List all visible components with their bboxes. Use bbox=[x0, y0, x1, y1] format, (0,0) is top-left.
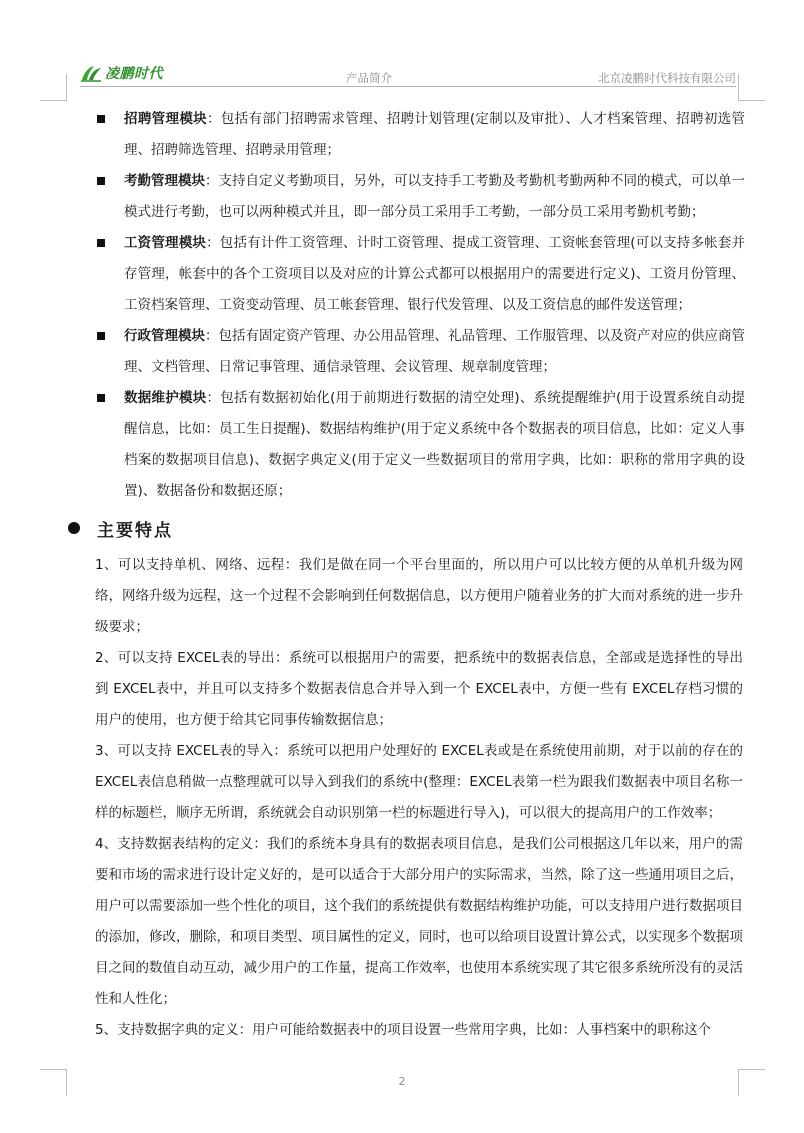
header-divider bbox=[80, 86, 736, 87]
feature-paragraph: 2、可以支持 EXCEL表的导出：系统可以根据用户的需要，把系统中的数据表信息，全部或是选择性的导出到 EXCEL表中，并且可以支持多个数据表信息合并导入到一个 EXCEL表中，方便一些有 EXCEL存档习惯的用户的使用，也方便于给其它同事传输数据信息； bbox=[95, 650, 743, 728]
module-item bbox=[95, 228, 745, 321]
square-bullet-icon bbox=[97, 177, 105, 185]
square-bullet-icon bbox=[97, 332, 105, 340]
module-description: ：支持自定义考勤项目，另外，可以支持手工考勤及考勤机考勤两种不同的模式，可以单一模式进行考勤，也可以两种模式并且，即一部分员工采用手工考勤，一部分员工采用考勤机考勤； bbox=[124, 173, 745, 220]
crop-mark-top-right bbox=[738, 74, 765, 101]
header-doc-type: 产品简介 bbox=[346, 71, 392, 85]
module-item bbox=[95, 321, 745, 383]
module-description: ：包括有固定资产管理、办公用品管理、礼品管理、工作服管理、以及资产对应的供应商管理、文档管理、日常记事管理、通信录管理、会议管理、规章制度管理； bbox=[124, 328, 745, 375]
feature-list bbox=[95, 550, 743, 1046]
round-bullet-icon bbox=[68, 522, 80, 534]
section-title: 主要特点 bbox=[97, 520, 173, 541]
feature-paragraph: 4、支持数据表结构的定义：我们的系统本身具有的数据表项目信息，是我们公司根据这几年以来，用户的需要和市场的需求进行设计定义好的，是可以适合于大部分用户的实际需求，当然，除了这一些通用项目之后，用户可以需要添加一些个性化的项目，这个我们的系统提供有数据结构维护功能，可以支持用户进行数据项目的添加，修改，删除，和项目类型、项目属性的定义，同时，也可以给项目设置计算公式，以实现多个数据项目之间的数值自动互动，减少用户的工作量，提高工作效率，也使用本系统实现了其它很多系统所没有的灵活性和人性化； bbox=[95, 836, 743, 1007]
module-item bbox=[95, 383, 745, 507]
module-name: 行政管理模块 bbox=[124, 328, 205, 344]
feature-paragraph: 3、可以支持 EXCEL表的导入：系统可以把用户处理好的 EXCEL表或是在系统使用前期，对于以前的存在的EXCEL表信息稍做一点整理就可以导入到我们的系统中(整理：EXCEL表第一栏为跟我们数据表中项目名称一样的标题栏，顺序无所谓，系统就会自动识别第一栏的标题进行导入)，可以很大的提高用户的工作效率； bbox=[95, 743, 743, 821]
company-logo bbox=[80, 63, 163, 83]
module-name: 数据维护模块 bbox=[124, 390, 207, 406]
feature-paragraph: 5、支持数据字典的定义：用户可能给数据表中的项目设置一些常用字典，比如：人事档案中的职称这个 bbox=[95, 1022, 712, 1038]
module-list bbox=[95, 104, 745, 507]
square-bullet-icon bbox=[97, 394, 105, 402]
leaf-logo-icon bbox=[80, 64, 102, 82]
module-item bbox=[95, 104, 745, 166]
module-item bbox=[95, 166, 745, 228]
module-description: ：包括有部门招聘需求管理、招聘计划管理(定制以及审批）、人才档案管理、招聘初选管理、招聘筛选管理、招聘录用管理； bbox=[124, 111, 746, 158]
module-description: ：包括有计件工资管理、计时工资管理、提成工资管理、工资帐套管理(可以支持多帐套并存管理，帐套中的各个工资项目以及对应的计算公式都可以根据用户的需要进行定义)、工资月份管理、工资档案管理、工资变动管理、员工帐套管理、银行代发管理、以及工资信息的邮件发送管理； bbox=[124, 235, 746, 313]
module-name: 考勤管理模块 bbox=[124, 173, 205, 189]
module-name: 工资管理模块 bbox=[124, 235, 207, 251]
header-company-name: 北京凌鹏时代科技有限公司 bbox=[598, 71, 736, 85]
square-bullet-icon bbox=[97, 239, 105, 247]
square-bullet-icon bbox=[97, 115, 105, 123]
crop-mark-top-left bbox=[40, 74, 67, 101]
logo-text: 凌鹏时代 bbox=[105, 66, 163, 82]
feature-paragraph: 1、可以支持单机、网络、远程：我们是做在同一个平台里面的，所以用户可以比较方便的从单机升级为网络，网络升级为远程，这一个过程不会影响到任何数据信息，以方便用户随着业务的扩大而对系统的进一步升级要求； bbox=[95, 557, 743, 635]
section-heading bbox=[68, 514, 173, 542]
module-description: ：包括有数据初始化(用于前期进行数据的清空处理)、系统提醒维护(用于设置系统自动提醒信息，比如：员工生日提醒)、数据结构维护(用于定义系统中各个数据表的项目信息，比如：定义人事档案的数据项目信息)、数据字典定义(用于定义一些数据项目的常用字典，比如：职称的常用字典的设置)、数据备份和数据还原； bbox=[124, 390, 745, 499]
page-number: 2 bbox=[398, 1075, 406, 1088]
module-name: 招聘管理模块 bbox=[124, 111, 207, 127]
